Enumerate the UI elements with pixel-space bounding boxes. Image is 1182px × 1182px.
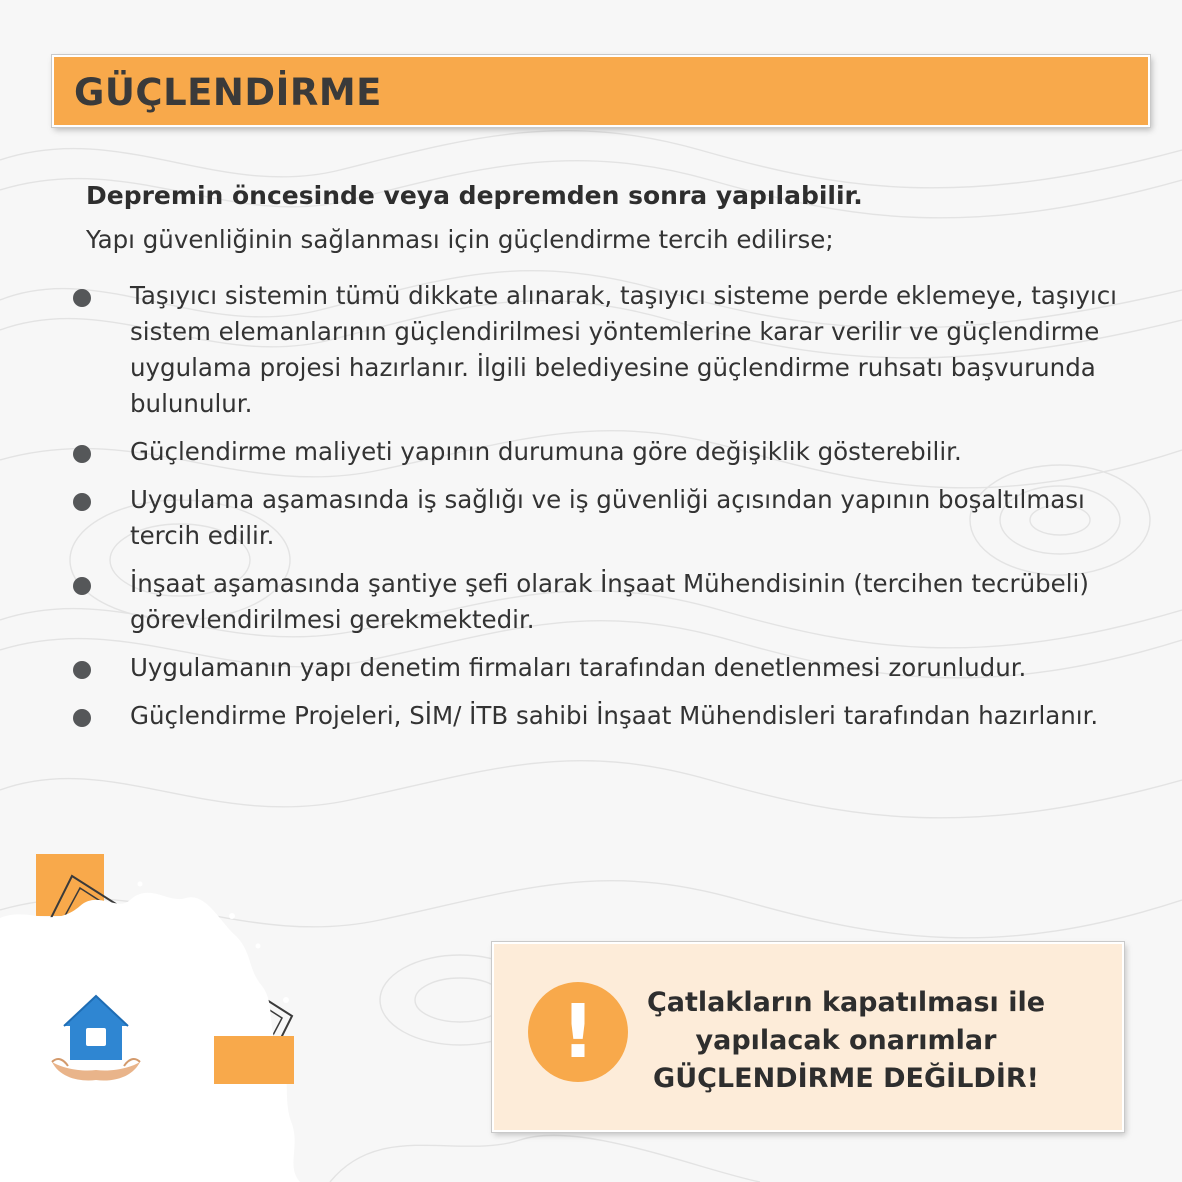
decorative-corner (0, 840, 320, 1182)
bullet-dot-icon (73, 577, 91, 595)
list-item-text: Uygulamanın yapı denetim firmaları tarafından denetlenmesi zorunludur. (130, 653, 1027, 682)
list-item (82, 566, 1146, 638)
bullet-dot-icon (73, 661, 91, 679)
bullet-dot-icon (73, 289, 91, 307)
list-item (82, 434, 1146, 470)
list-item (82, 650, 1146, 686)
page-title: GÜÇLENDİRME (74, 71, 382, 114)
list-item-text: Uygulama aşamasında iş sağlığı ve iş güvenliği açısından yapının boşaltılması tercih edilir. (130, 485, 1085, 550)
intro-text: Yapı güvenliğinin sağlanması için güçlendirme tercih edilirse; (86, 225, 834, 254)
warning-callout (492, 942, 1124, 1132)
callout-text (630, 984, 1062, 1098)
list-item-text: İnşaat aşamasında şantiye şefi olarak İnşaat Mühendisinin (tercihen tecrübeli) görevlendirilmesi gerekmektedir. (130, 569, 1089, 634)
main-content (86, 178, 1146, 746)
bullet-dot-icon (73, 709, 91, 727)
list-item (82, 698, 1146, 734)
header-banner (52, 55, 1150, 127)
bullet-list (86, 278, 1146, 734)
list-item (82, 482, 1146, 554)
bullet-dot-icon (73, 493, 91, 511)
warning-badge (528, 982, 628, 1082)
list-item (82, 278, 1146, 422)
list-item-text: Güçlendirme Projeleri, SİM/ İTB sahibi İnşaat Mühendisleri tarafından hazırlanır. (130, 701, 1099, 730)
bullet-dot-icon (73, 445, 91, 463)
callout-line: GÜÇLENDİRME DEĞİLDİR! (653, 1063, 1039, 1094)
list-item-text: Taşıyıcı sistemin tümü dikkate alınarak, taşıyıcı sisteme perde eklemeye, taşıyıcı sistem elemanlarının güçlendirilmesi yöntemlerine karar verilir ve güçlendirme uygulama projesi hazırlanır. İlgili belediyesine güçlendirme ruhsatı başvurunda bulunulur. (130, 281, 1117, 418)
callout-line: Çatlakların kapatılması ile (646, 987, 1046, 1018)
list-item-text: Güçlendirme maliyeti yapının durumuna göre değişiklik gösterebilir. (130, 437, 962, 466)
exclamation-icon: ! (561, 989, 595, 1075)
orange-rect-bottom (214, 1036, 294, 1084)
callout-line: yapılacak onarımlar (695, 1025, 997, 1056)
lead-text: Depremin öncesinde veya depremden sonra yapılabilir. (86, 181, 863, 210)
